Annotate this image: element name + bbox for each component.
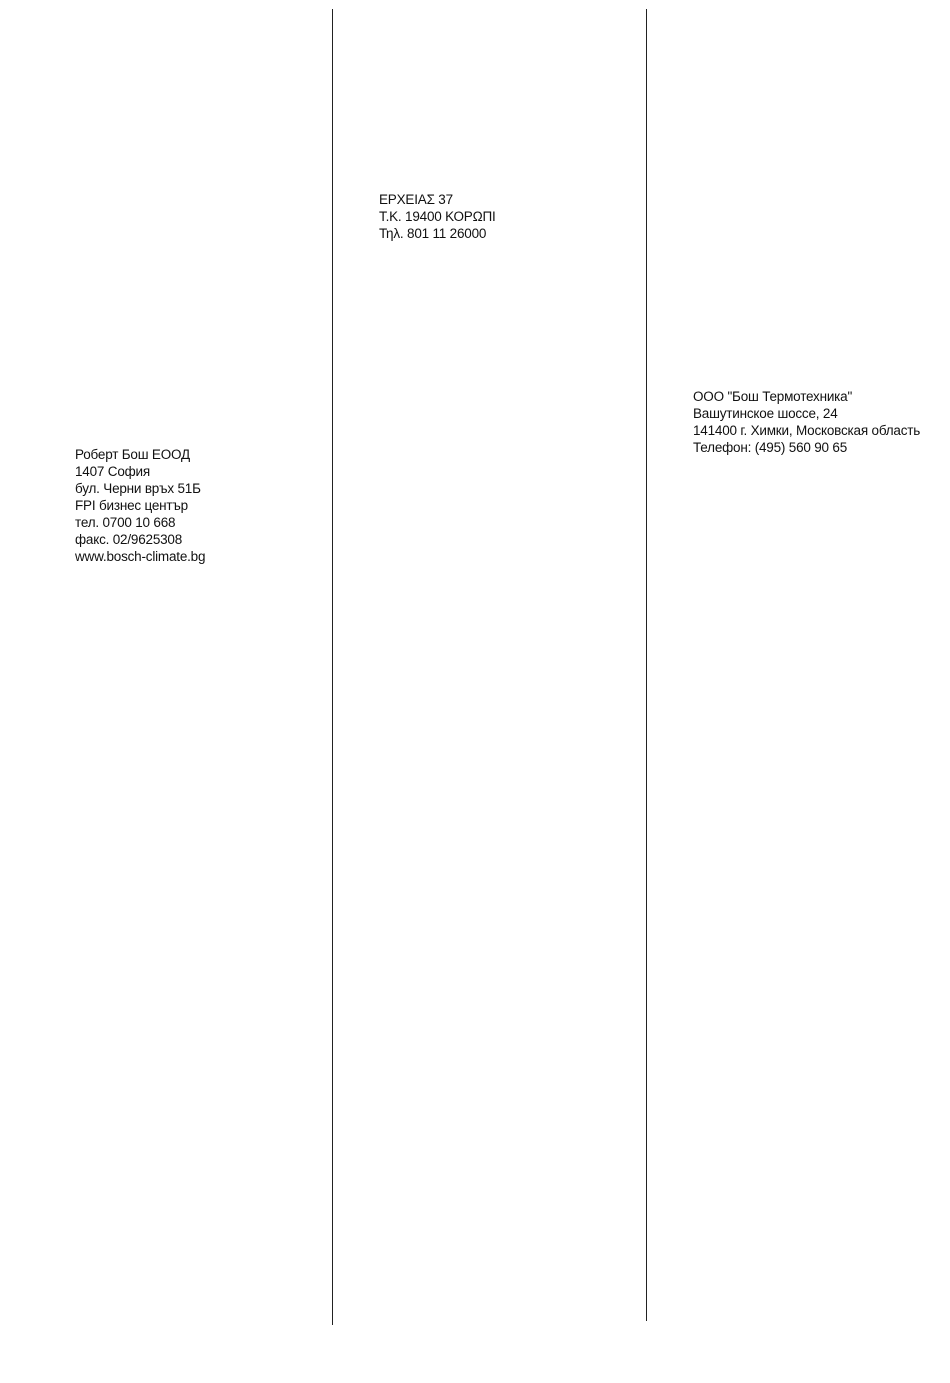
address-line-phone: Τηλ. 801 11 26000 (379, 226, 487, 241)
address-line-company: Роберт Бош ЕООД (75, 447, 190, 462)
address-line-postal: Τ.Κ. 19400 ΚΟΡΩΠΙ (379, 209, 496, 224)
address-line-phone: Телефон: (495) 560 90 65 (693, 440, 848, 455)
address-line-street: Вашутинское шоссе, 24 (693, 406, 838, 421)
column-divider-right (646, 9, 647, 1321)
address-line-street: ΕΡΧΕΙΑΣ 37 (379, 192, 453, 207)
address-line-website: www.bosch-climate.bg (75, 549, 206, 564)
address-line-city: 1407 София (75, 464, 150, 479)
address-block-greece (379, 191, 496, 242)
address-block-russia (693, 388, 920, 456)
address-line-building: FPI бизнес център (75, 498, 188, 513)
address-line-street: бул. Черни връх 51Б (75, 481, 201, 496)
address-block-bulgaria (75, 446, 205, 565)
address-line-company: ООО "Бош Термотехника" (693, 389, 853, 404)
column-divider-left (332, 9, 333, 1325)
address-line-city: 141400 г. Химки, Московская область (693, 423, 921, 438)
address-line-phone: тел. 0700 10 668 (75, 515, 176, 530)
address-line-fax: факс. 02/9625308 (75, 532, 183, 547)
